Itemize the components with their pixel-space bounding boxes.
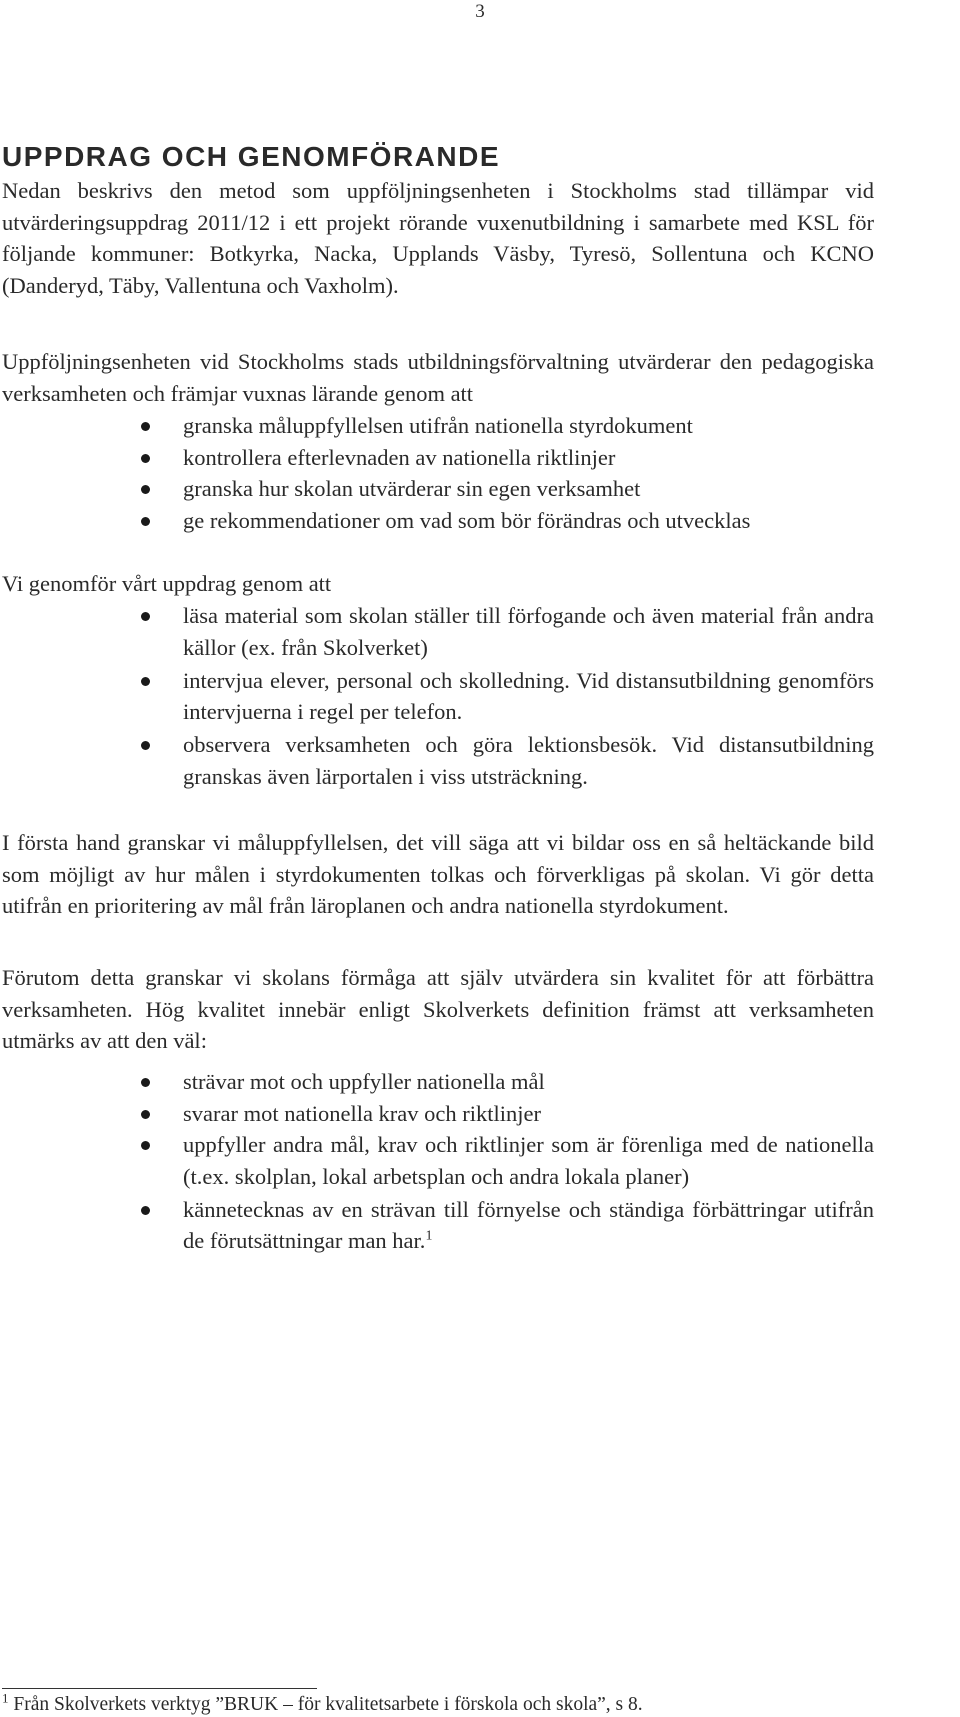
bullet-icon xyxy=(141,454,150,463)
bullet-icon xyxy=(141,741,150,750)
list-item xyxy=(0,1129,874,1192)
list-item xyxy=(0,665,874,728)
bullet-icon xyxy=(141,1141,150,1150)
list-item xyxy=(0,729,874,792)
quality-list xyxy=(0,1066,874,1257)
list-item-text: observera verksamheten och göra lektionsbesök. Vid distansutbildning granskas även lärportalen i viss utsträckning. xyxy=(183,732,874,789)
section-heading: UPPDRAG OCH GENOMFÖRANDE xyxy=(2,141,501,172)
list-item xyxy=(0,505,874,537)
footnote xyxy=(2,1690,902,1716)
quality-paragraph: Förutom detta granskar vi skolans förmåga att själv utvärdera sin kvalitet för att förbättra verksamheten. Hög kvalitet innebär enligt Skolverkets definition främst att verksamheten utmärks av att den väl: xyxy=(2,965,874,1053)
list-item-text: kännetecknas av en strävan till förnyelse och ständiga förbättringar utifrån de förutsättningar man har. xyxy=(183,1196,874,1253)
page-number: 3 xyxy=(475,1,485,22)
bullet-icon xyxy=(141,422,150,431)
footnote-reference: 1 xyxy=(425,1228,433,1244)
list-item-text: granska måluppfyllelsen utifrån nationella styrdokument xyxy=(183,413,693,438)
list-item xyxy=(0,410,874,442)
bullet-icon xyxy=(141,677,150,686)
footnote-text: Från Skolverkets verktyg ”BRUK – för kvalitetsarbete i förskola och skola”, s 8. xyxy=(13,1694,643,1715)
bullet-icon xyxy=(141,1206,150,1215)
mission-list xyxy=(0,410,874,536)
list-item-text: kontrollera efterlevnaden av nationella riktlinjer xyxy=(183,444,616,470)
list-item xyxy=(0,442,874,474)
list-item-text: granska hur skolan utvärderar sin egen verksamhet xyxy=(183,476,641,501)
list-item-text: svarar mot nationella krav och riktlinjer xyxy=(183,1100,542,1126)
intro-paragraph: Nedan beskrivs den metod som uppföljningsenheten i Stockholms stad tillämpar vid utvärderingsuppdrag 2011/12 i ett projekt rörande vuxenutbildning i samarbete med KSL för följande kommuner: Botkyrka, Nacka, Upplands Väsby, Tyresö, Sollentuna och KCNO (Danderyd, Täby, Vallentuna och Vaxholm). xyxy=(2,178,874,298)
list-item xyxy=(0,1066,874,1098)
bullet-icon xyxy=(141,1078,150,1087)
list-item-text: ge rekommendationer om vad som bör förändras och utvecklas xyxy=(183,507,751,533)
list-item xyxy=(0,1194,874,1257)
list-item-text: intervjua elever, personal och skolledning. Vid distansutbildning genomförs intervjuerna i regel per telefon. xyxy=(183,667,874,724)
footnote-mark: 1 xyxy=(2,1690,9,1706)
bullet-icon xyxy=(141,517,150,526)
bullet-icon xyxy=(141,612,150,621)
list-item-text: strävar mot och uppfyller nationella mål xyxy=(183,1069,545,1094)
list-item-text: läsa material som skolan ställer till förfogande och även material från andra källor (ex. från Skolverket) xyxy=(183,603,874,660)
list-item xyxy=(0,473,874,505)
bullet-icon xyxy=(141,485,150,494)
list-item-text: uppfyller andra mål, krav och riktlinjer som är förenliga med de nationella (t.ex. skolplan, lokal arbetsplan och andra lokala planer) xyxy=(183,1132,874,1189)
footnote-separator xyxy=(2,1688,317,1689)
list-item xyxy=(0,600,874,663)
bullet-icon xyxy=(141,1110,150,1119)
first-priority-paragraph: I första hand granskar vi måluppfyllelsen, det vill säga att vi bildar oss en så heltäckande bild som möjligt av hur målen i styrdokumenten tolkas och förverkligas på skolan. Vi gör detta utifrån en prioritering av mål från läroplanen och andra nationella styrdokument. xyxy=(2,830,874,918)
mission-paragraph: Uppföljningsenheten vid Stockholms stads utbildningsförvaltning utvärderar den pedagogiska verksamheten och främjar vuxnas lärande genom att xyxy=(2,349,874,406)
list-item xyxy=(0,1098,874,1130)
method-paragraph: Vi genomför vårt uppdrag genom att xyxy=(2,571,332,596)
method-list xyxy=(0,600,874,792)
